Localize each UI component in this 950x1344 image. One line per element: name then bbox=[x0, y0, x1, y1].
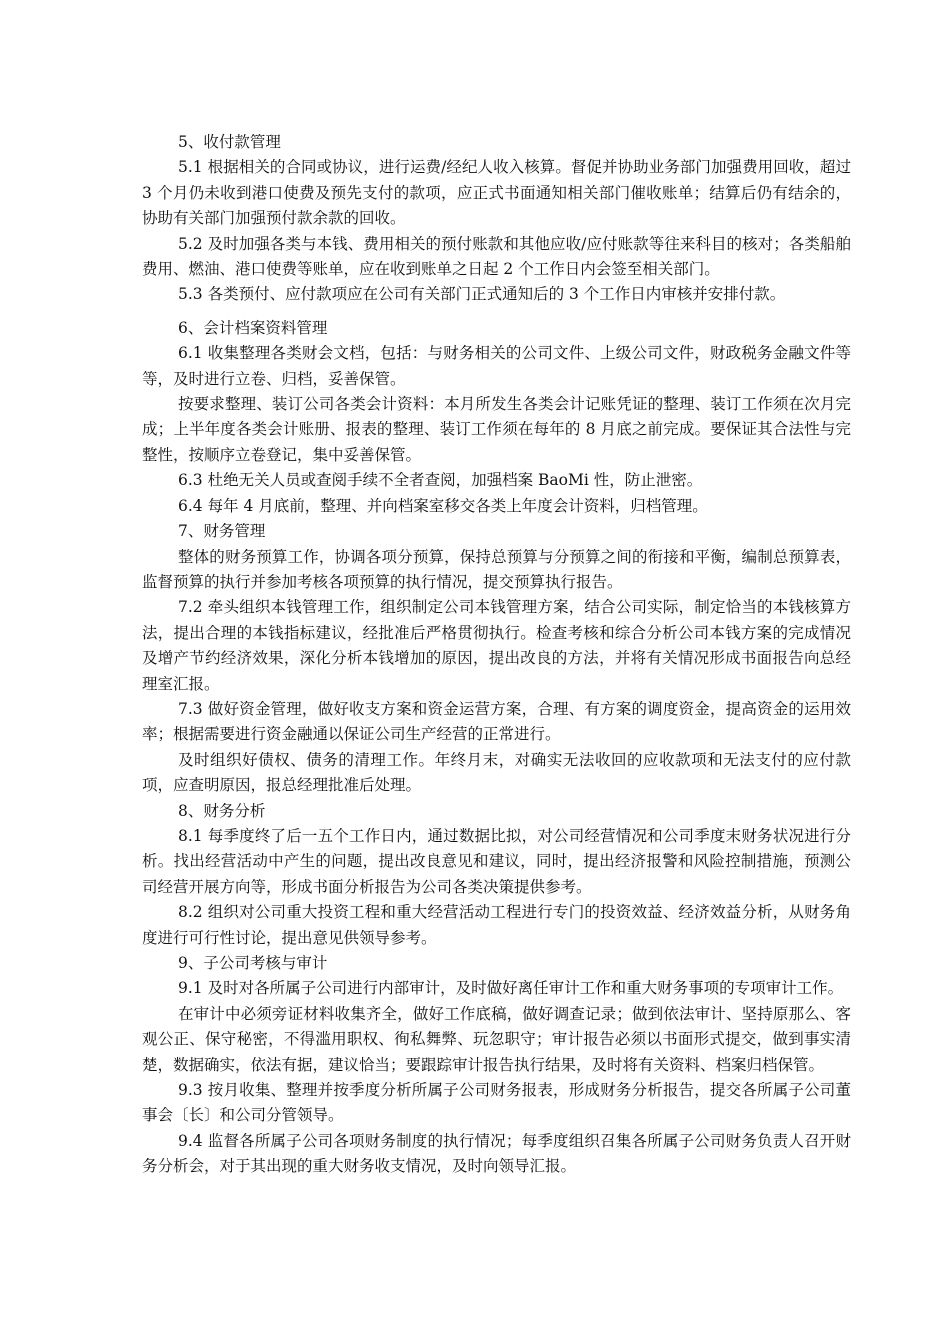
paragraph-6-4: 6.4 每年 4 月底前，整理、并向档案室移交各类上年度会计资料，归档管理。 bbox=[178, 496, 708, 515]
paragraph-5-3: 5.3 各类预付、应付款项应在公司有关部门正式通知后的 3 个工作日内审核并安排付款。 bbox=[178, 285, 786, 304]
section-heading-5: 5、收付款管理 bbox=[178, 133, 281, 151]
document-body bbox=[142, 130, 851, 1180]
paragraph-7-4: 及时组织好债权、债务的清理工作。年终月末，对确实无法收回的应收款项和无法支付的应付款项，应查明原因，报总经理批准后处理。 bbox=[142, 750, 851, 795]
paragraph-6-3: 6.3 杜绝无关人员或查阅手续不全者查阅，加强档案 BaoMi 性，防止泄密。 bbox=[178, 471, 703, 490]
paragraph-5-1: 5.1 根据相关的合同或协议，进行运费/经纪人收入核算。督促并协助业务部门加强费用回收，超过 3 个月仍未收到港口使费及预先支付的款项，应正式书面通知相关部门催收账单；结算后仍有结余的，协助有关部门加强预付款余款的回收。 bbox=[142, 158, 851, 228]
paragraph-6-1: 6.1 收集整理各类财会文档，包括：与财务相关的公司文件、上级公司文件，财政税务金融文件等等，及时进行立卷、归档，妥善保管。 bbox=[142, 344, 851, 388]
paragraph-7-1: 整体的财务预算工作，协调各项分预算，保持总预算与分预算之间的衔接和平衡，编制总预算表，监督预算的执行并参加考核各项预算的执行情况，提交预算执行报告。 bbox=[142, 547, 851, 591]
paragraph-9-1: 9.1 及时对各所属子公司进行内部审计，及时做好离任审计工作和重大财务事项的专项审计工作。 bbox=[178, 979, 844, 998]
paragraph-6-2: 按要求整理、装订公司各类会计资料：本月所发生各类会计记账凭证的整理、装订工作须在次月完成；上半年度各类会计账册、报表的整理、装订工作须在每年的 8 月底之前完成。要保证其合法性与完整性，按顺序立卷登记，集中妥善保管。 bbox=[142, 395, 851, 464]
section-heading-7: 7、财务管理 bbox=[178, 522, 266, 541]
paragraph-7-2: 7.2 牵头组织本钱管理工作，组织制定公司本钱管理方案，结合公司实际，制定恰当的本钱核算方法，提出合理的本钱指标建议，经批准后严格贯彻执行。检查考核和综合分析公司本钱方案的完成情况及增产节约经济效果，深化分析本钱增加的原因，提出改良的方法，并将有关情况形成书面报告向总经理室汇报。 bbox=[142, 598, 851, 693]
paragraph-8-2: 8.2 组织对公司重大投资工程和重大经营活动工程进行专门的投资效益、经济效益分析，从财务角度进行可行性讨论，提出意见供领导参考。 bbox=[142, 903, 851, 947]
paragraph-8-1: 8.1 每季度终了后一五个工作日内，通过数据比拟，对公司经营情况和公司季度末财务状况进行分析。找出经营活动中产生的问题，提出改良意见和建议，同时，提出经济报警和风险控制措施，预测公司经营开展方向等，形成书面分析报告为公司各类决策提供参考。 bbox=[142, 826, 851, 896]
section-heading-8: 8、财务分析 bbox=[178, 801, 266, 820]
paragraph-7-3: 7.3 做好资金管理，做好收支方案和资金运营方案，合理、有方案的调度资金，提高资金的运用效率；根据需要进行资金融通以保证公司生产经营的正常进行。 bbox=[142, 699, 851, 744]
paragraph-9-4: 9.4 监督各所属子公司各项财务制度的执行情况；每季度组织召集各所属子公司财务负责人召开财务分析会，对于其出现的重大财务收支情况，及时向领导汇报。 bbox=[142, 1131, 851, 1176]
paragraph-5-2: 5.2 及时加强各类与本钱、费用相关的预付账款和其他应收/应付账款等往来科目的核对；各类船舶费用、燃油、港口使费等账单，应在收到账单之日起 2 个工作日内会签至相关部门。 bbox=[142, 234, 851, 279]
paragraph-9-2: 在审计中必须旁证材料收集齐全，做好工作底稿，做好调查记录；做到依法审计、坚持原那么、客观公正、保守秘密，不得滥用职权、徇私舞弊、玩忽职守；审计报告必须以书面形式提交，做到事实清楚，数据确实，依法有据，建议恰当；要跟踪审计报告执行结果，及时将有关资料、档案归档保管。 bbox=[142, 1004, 851, 1074]
paragraph-9-3: 9.3 按月收集、整理并按季度分析所属子公司财务报表，形成财务分析报告，提交各所属子公司董事会〔长〕和公司分管领导。 bbox=[142, 1081, 851, 1125]
section-heading-6: 6、会计档案资料管理 bbox=[178, 318, 328, 337]
section-heading-9: 9、子公司考核与审计 bbox=[178, 954, 328, 972]
